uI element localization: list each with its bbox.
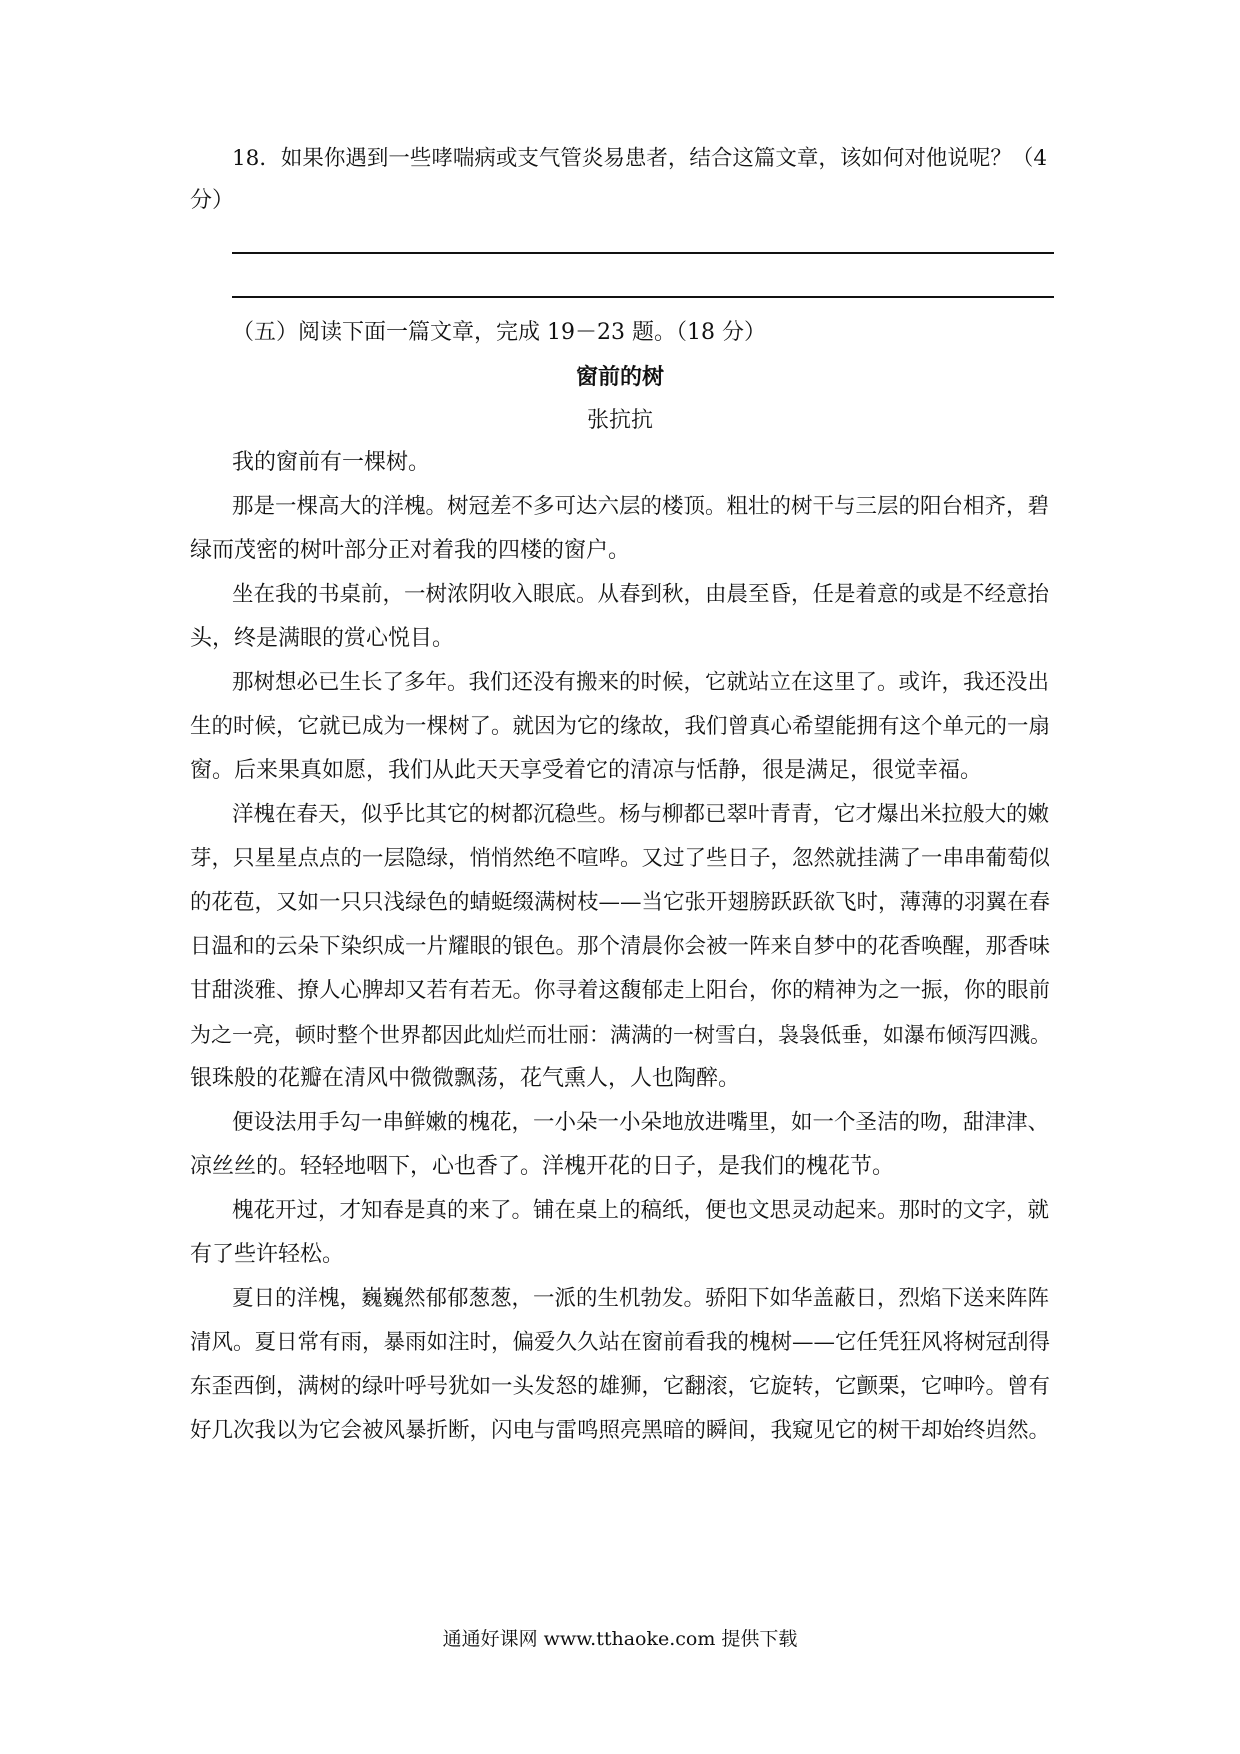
paragraph-line: 那树想必已生长了多年。我们还没有搬来的时候，它就站立在这里了。或许，我还没出 — [232, 670, 1050, 695]
paragraph-line: 头，终是满眼的赏心悦目。 — [190, 626, 455, 651]
answer-line-2[interactable] — [232, 296, 1054, 298]
paragraph-line: 日温和的云朵下染织成一片耀眼的银色。那个清晨你会被一阵来自梦中的花香唤醒，那香味 — [190, 934, 1051, 959]
paragraph-line: 便设法用手勾一串鲜嫩的槐花，一小朵一小朵地放进嘴里，如一个圣洁的吻，甜津津、 — [232, 1110, 1050, 1135]
question-18-line-1: 18．如果你遇到一些哮喘病或支气管炎易患者，结合这篇文章，该如何对他说呢？（4 — [232, 146, 1048, 171]
paragraph-line: 有了些许轻松。 — [190, 1242, 345, 1267]
paragraph-line: 洋槐在春天，似乎比其它的树都沉稳些。杨与柳都已翠叶青青，它才爆出米拉般大的嫩 — [232, 802, 1050, 827]
paragraph-line: 为之一亮，顿时整个世界都因此灿烂而壮丽：满满的一树雪白，袅袅低垂，如瀑布倾泻四溅。 — [190, 1023, 1051, 1047]
paragraph-line: 清风。夏日常有雨，暴雨如注时，偏爱久久站在窗前看我的槐树——它任凭狂风将树冠刮得 — [190, 1330, 1051, 1355]
paragraph-line: 我的窗前有一棵树。 — [232, 450, 431, 475]
paragraph-line: 东歪西倒，满树的绿叶呼号犹如一头发怒的雄狮，它翻滚，它旋转，它颤栗，它呻吟。曾有 — [190, 1374, 1051, 1399]
paragraph-line: 槐花开过，才知春是真的来了。铺在桌上的稿纸，便也文思灵动起来。那时的文字，就 — [232, 1198, 1050, 1223]
answer-line-1[interactable] — [232, 252, 1054, 254]
paragraph-line: 绿而茂密的树叶部分正对着我的四楼的窗户。 — [190, 538, 631, 563]
article-title: 窗前的树 — [575, 364, 664, 390]
question-18-line-2: 分） — [190, 188, 235, 213]
paragraph-line: 甘甜淡雅、撩人心脾却又若有若无。你寻着这馥郁走上阳台，你的精神为之一振，你的眼前 — [190, 978, 1051, 1003]
page-footer: 通通好课网 www.tthaoke.com 提供下载 — [442, 1628, 798, 1650]
paragraph-line: 的花苞，又如一只只浅绿色的蜻蜓缀满树枝——当它张开翅膀跃跃欲飞时，薄薄的羽翼在春 — [190, 890, 1051, 915]
paragraph-line: 坐在我的书桌前，一树浓阴收入眼底。从春到秋，由晨至昏，任是着意的或是不经意抬 — [232, 582, 1050, 607]
paragraph-line: 芽，只星星点点的一层隐绿，悄悄然绝不喧哗。又过了些日子，忽然就挂满了一串串葡萄似 — [190, 846, 1051, 871]
paragraph-line: 生的时候，它就已成为一棵树了。就因为它的缘故，我们曾真心希望能拥有这个单元的一扇 — [190, 714, 1051, 739]
paragraph-line: 凉丝丝的。轻轻地咽下，心也香了。洋槐开花的日子，是我们的槐花节。 — [190, 1154, 895, 1179]
paragraph-line: 好几次我以为它会被风暴折断，闪电与雷鸣照亮黑暗的瞬间，我窥见它的树干却始终岿然。 — [190, 1418, 1051, 1443]
paragraph-line: 那是一棵高大的洋槐。树冠差不多可达六层的楼顶。粗壮的树干与三层的阳台相齐，碧 — [232, 494, 1050, 519]
paragraph-line: 银珠般的花瓣在清风中微微飘荡，花气熏人，人也陶醉。 — [190, 1066, 741, 1091]
article-author: 张抗抗 — [586, 408, 653, 433]
paragraph-line: 窗。后来果真如愿，我们从此天天享受着它的清凉与恬静，很是满足，很觉幸福。 — [190, 758, 983, 783]
section-header: （五）阅读下面一篇文章，完成 19－23 题。（18 分） — [232, 320, 766, 345]
paragraph-line: 夏日的洋槐，巍巍然郁郁葱葱，一派的生机勃发。骄阳下如华盖蔽日，烈焰下送来阵阵 — [232, 1286, 1050, 1311]
